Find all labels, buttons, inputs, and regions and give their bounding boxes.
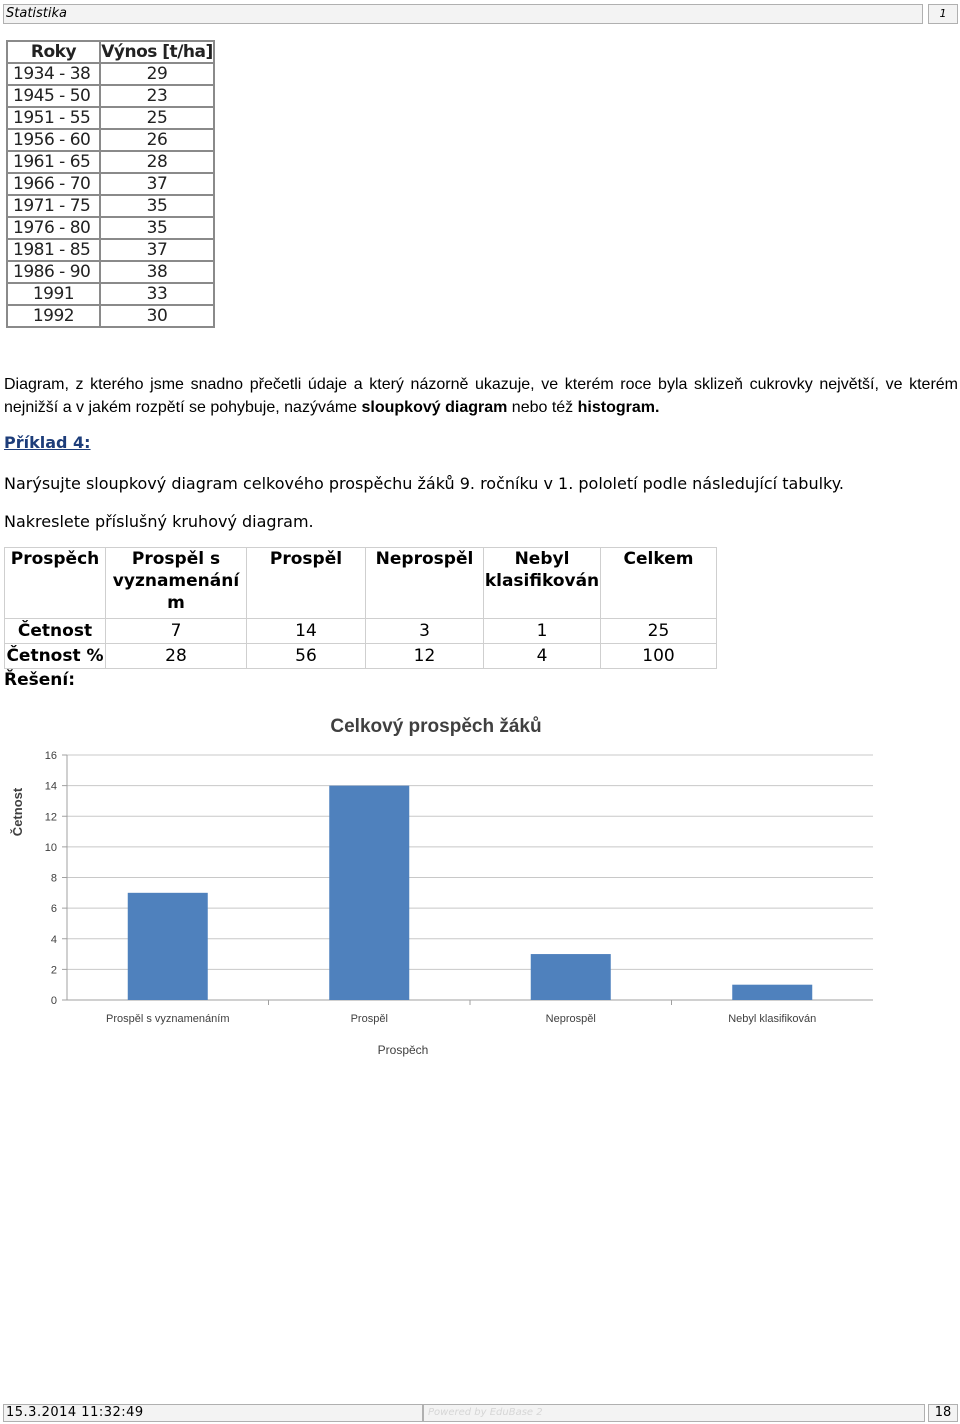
chart-x-tick-label: Neprospěl: [545, 1013, 596, 1025]
bar-chart: [0, 700, 960, 1070]
chart-bar: [128, 893, 208, 1000]
chart-bar: [732, 985, 812, 1000]
table-row: [7, 107, 214, 129]
chart-x-axis-label: Prospěch: [377, 1043, 429, 1057]
yield-years-cell: 1966 - 70: [7, 173, 100, 195]
table-row: [7, 261, 214, 283]
table-cell: 12: [366, 644, 484, 669]
results-header-passed-text: Prospěl: [269, 549, 343, 569]
yield-years-cell: 1991: [7, 283, 100, 305]
chart-y-tick-label: 2: [50, 964, 57, 977]
results-header-honors-line1: Prospěl s: [131, 549, 221, 569]
yield-table-header-row: [7, 41, 214, 63]
results-header-row: [5, 548, 717, 619]
results-header-honors: [106, 548, 247, 619]
results-header-unclassified-line2: klasifikován: [484, 571, 600, 591]
footer-powered-by: Powered by EduBase 2: [423, 1404, 925, 1422]
results-header-total: [601, 548, 717, 619]
yield-value-cell: 37: [100, 239, 214, 261]
results-header-unclassified-line1: Nebyl: [514, 549, 570, 569]
chart-y-tick-label: 16: [44, 750, 57, 762]
intro-bold-histogram: histogram.: [577, 399, 660, 416]
yield-value-cell: 29: [100, 63, 214, 85]
chart-bars: [128, 786, 813, 1000]
results-header-unclassified: [484, 548, 601, 619]
chart-y-tick-label: 0: [50, 995, 57, 1007]
chart-x-ticks: [106, 1013, 816, 1025]
yield-value-cell: 38: [100, 261, 214, 283]
example-label-text: Příklad 4:: [4, 433, 91, 452]
table-row: [5, 644, 717, 669]
row-label-percent: Četnost %: [5, 644, 106, 669]
chart-bar: [531, 954, 611, 1000]
table-cell: 28: [106, 644, 247, 669]
chart-y-tick-label: 12: [44, 811, 57, 824]
table-cell: 14: [247, 619, 366, 644]
table-row: [7, 239, 214, 261]
example-label: [4, 433, 91, 452]
chart-y-tick-label: 6: [50, 903, 57, 916]
chart-x-tick-label: Prospěl: [350, 1013, 388, 1025]
yield-table: [6, 40, 215, 328]
table-row: [7, 129, 214, 151]
yield-years-cell: 1971 - 75: [7, 195, 100, 217]
chart-title: Celkový prospěch žáků: [330, 716, 542, 737]
intro-paragraph: [4, 373, 958, 419]
intro-bold-bar-chart: sloupkový diagram: [361, 399, 508, 416]
header-page-index: 1: [928, 4, 958, 24]
chart-x-tick-label: Prospěl s vyznamenáním: [106, 1013, 230, 1025]
yield-value-cell: 23: [100, 85, 214, 107]
chart-y-tick-label: 10: [44, 841, 57, 854]
yield-years-cell: 1961 - 65: [7, 151, 100, 173]
yield-header-years: Roky: [7, 41, 100, 63]
table-row: [7, 173, 214, 195]
table-row: [7, 195, 214, 217]
results-header-grade-text: Prospěch: [10, 549, 100, 569]
results-header-honors-line3: m: [167, 593, 185, 613]
footer-page-number: 18: [928, 1404, 958, 1422]
results-header-passed: [247, 548, 366, 619]
table-cell: 7: [106, 619, 247, 644]
results-table: [4, 547, 717, 669]
results-header-failed: [366, 548, 484, 619]
chart-y-tick-label: 4: [50, 933, 57, 946]
results-header-failed-text: Neprospěl: [375, 549, 474, 569]
yield-years-cell: 1956 - 60: [7, 129, 100, 151]
results-header-grade: [5, 548, 106, 619]
yield-value-cell: 25: [100, 107, 214, 129]
table-cell: 100: [601, 644, 717, 669]
yield-years-cell: 1976 - 80: [7, 217, 100, 239]
table-row: [7, 63, 214, 85]
table-cell: 1: [484, 619, 601, 644]
yield-value-cell: 26: [100, 129, 214, 151]
table-cell: 25: [601, 619, 717, 644]
task-text-pie: Nakreslete příslušný kruhový diagram.: [4, 512, 314, 531]
chart-y-tick-label: 8: [50, 872, 57, 885]
results-header-total-text: Celkem: [623, 549, 694, 569]
yield-years-cell: 1981 - 85: [7, 239, 100, 261]
table-row: [5, 619, 717, 644]
yield-value-cell: 30: [100, 305, 214, 327]
table-row: [7, 85, 214, 107]
yield-header-yield: Výnos [t/ha]: [101, 42, 213, 62]
table-cell: 4: [484, 644, 601, 669]
table-row: [7, 283, 214, 305]
table-row: [7, 217, 214, 239]
chart-x-tick-label: Nebyl klasifikován: [728, 1013, 817, 1025]
yield-years-cell: 1945 - 50: [7, 85, 100, 107]
yield-value-cell: 28: [100, 151, 214, 173]
yield-value-cell: 33: [100, 283, 214, 305]
intro-text-b: nebo též: [507, 399, 578, 416]
table-cell: 56: [247, 644, 366, 669]
header-title: Statistika: [3, 4, 923, 24]
chart-bar: [329, 786, 409, 1000]
footer-datetime: 15.3.2014 11:32:49: [3, 1404, 423, 1422]
table-row: [7, 151, 214, 173]
task-text-bar: Narýsujte sloupkový diagram celkového prospěchu žáků 9. ročníku v 1. pololetí podle následující tabulky.: [4, 474, 844, 493]
table-cell: 3: [366, 619, 484, 644]
yield-years-cell: 1951 - 55: [7, 107, 100, 129]
yield-value-cell: 37: [100, 173, 214, 195]
yield-value-cell: 35: [100, 195, 214, 217]
chart-y-tick-label: 14: [44, 780, 57, 793]
chart-y-ticks: [45, 750, 57, 1007]
intro-text-a: Diagram, z kterého jsme snadno přečetli údaje a který názorně ukazuje, ve kterém roce byla sklizeň cukrovky největší, ve kterém nejnižší a v jakém rozpětí se pohybuje, nazýváme: [4, 376, 958, 416]
yield-years-cell: 1934 - 38: [7, 63, 100, 85]
yield-value-cell: 35: [100, 217, 214, 239]
chart-y-axis-label: Četnost: [10, 787, 25, 837]
solution-label: Řešení:: [4, 670, 75, 690]
yield-years-cell: 1992: [7, 305, 100, 327]
table-row: [7, 305, 214, 327]
results-header-honors-line2: vyznamenání: [112, 571, 240, 591]
yield-years-cell: 1986 - 90: [7, 261, 100, 283]
row-label-count: Četnost: [5, 619, 106, 644]
